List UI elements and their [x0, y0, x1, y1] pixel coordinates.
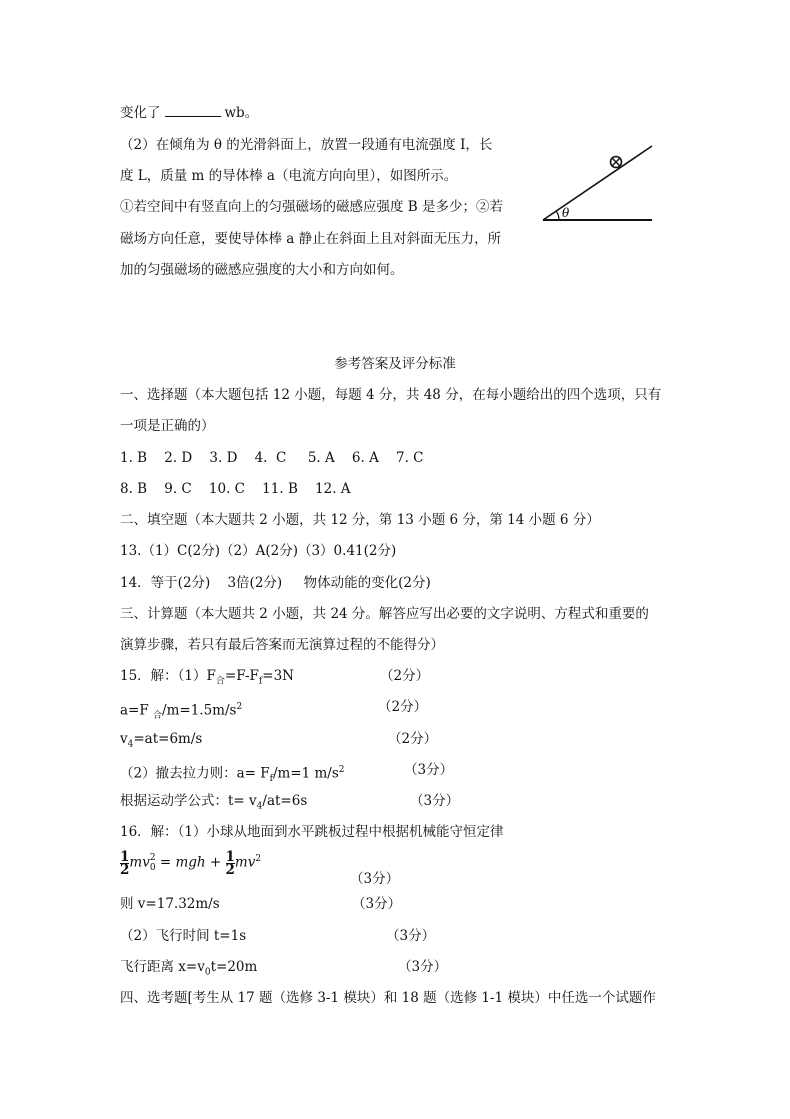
text: a=F	[120, 702, 154, 719]
section4-heading: 四、选考题[考生从 17 题（选修 3-1 模块）和 18 题（选修 1-1 模块）中任选一个试题作	[120, 990, 656, 1006]
q16-line3: 则 v=17.32m/s	[120, 896, 220, 912]
q15-line2-points: （2分）	[378, 699, 428, 715]
superscript: 2	[255, 854, 262, 864]
fraction-half	[120, 848, 130, 878]
section1-heading-cont: 一项是正确的）	[120, 418, 215, 434]
q15-line1	[120, 667, 294, 691]
q2-para-line3: ①若空间中有竖直向上的匀强磁场的磁感应强度 B 是多少；②若	[120, 199, 504, 215]
text: mv	[234, 854, 256, 871]
text: =at=6m/s	[133, 731, 203, 747]
text: 变化了	[120, 105, 161, 121]
subscript: 0	[149, 863, 156, 873]
q15-line3-points: （2分）	[388, 731, 438, 747]
answer-blank	[165, 104, 221, 117]
text: 根据运动学公式：t= v	[120, 793, 257, 809]
text: mv	[129, 854, 150, 871]
mc-answers-row2: 8. B 9. C 10. C 11. B 12. A	[120, 481, 351, 497]
answers-title: 参考答案及评分标准	[334, 356, 456, 372]
text: =3N	[262, 668, 294, 684]
superscript: 2	[236, 702, 243, 712]
q15-line3	[120, 730, 202, 754]
section1-heading: 一、选择题（本大题包括 12 小题，每题 4 分，共 48 分，在每小题给出的四个选项，只有	[120, 387, 662, 403]
section2-heading: 二、填空题（本大题共 2 小题，共 12 分，第 13 小题 6 分，第 14 小题 6 分）	[120, 512, 600, 528]
q16-line3-points: （3分）	[352, 896, 402, 912]
q15-line5	[120, 792, 307, 816]
numerator: 1	[225, 848, 235, 865]
subscript: f	[258, 676, 263, 687]
subscript: f	[269, 774, 273, 785]
numerator: 1	[120, 848, 130, 865]
answer-13: 13.（1）C(2分)（2）A(2分)（3）0.41(2分)	[120, 543, 397, 559]
text: wb。	[224, 105, 259, 121]
q2-para-line5: 加的匀强磁场的磁感应强度的大小和方向如何。	[120, 262, 404, 278]
q16-line4: （2）飞行时间 t=1s	[120, 928, 247, 944]
section3-heading-cont: 演算步骤，若只有最后答案而无演算过程的不能得分）	[120, 637, 444, 653]
text: v	[120, 731, 128, 747]
text: （2）撤去拉力则：a= F	[120, 765, 270, 782]
q2-para-line1: （2）在倾角为 θ 的光滑斜面上，放置一段通有电流强度 I，长	[120, 137, 493, 153]
q16-line4-points: （3分）	[386, 928, 436, 944]
q15-line4	[120, 761, 345, 788]
text: /m=1.5m/s	[162, 702, 237, 719]
subscript: 合	[215, 676, 225, 687]
text: 飞行距离 x=v	[120, 959, 205, 975]
angle-arc	[556, 211, 559, 220]
text: 15．解：（1）F	[120, 668, 216, 684]
q15-line4-points: （3分）	[404, 762, 454, 778]
q15-line2	[120, 698, 242, 725]
q2-para-line4: 磁场方向任意，要使导体棒 a 静止在斜面上且对斜面无压力，所	[120, 231, 502, 247]
q2-line0	[120, 104, 258, 122]
mc-answers-row1: 1. B 2. D 3. D 4. C 5. A 6. A 7. C	[120, 450, 424, 466]
q16-line5	[120, 958, 257, 982]
q2-para-line2: 度 L，质量 m 的导体棒 a（电流方向向里），如图所示。	[120, 168, 458, 184]
fraction-half	[225, 848, 235, 878]
superscript: 2	[149, 853, 156, 863]
q15-line5-points: （3分）	[410, 793, 460, 809]
subscript: 4	[256, 801, 263, 812]
superscript: 2	[338, 765, 345, 775]
section3-heading: 三、计算题（本大题共 2 小题，共 24 分。解答应写出必要的文字说明、方程式和重要的	[120, 606, 649, 622]
text: =F-F	[224, 668, 259, 684]
q16-equation-points: （3分）	[350, 871, 400, 887]
q16-line5-points: （3分）	[398, 959, 448, 975]
text: = mgh +	[155, 854, 226, 871]
incline-figure	[535, 138, 665, 230]
q16-line1: 16．解：（1）小球从地面到水平跳板过程中根据机械能守恒定律	[120, 824, 504, 840]
denominator: 2	[225, 861, 235, 878]
text: t=20m	[210, 959, 258, 975]
subscript: 4	[127, 739, 134, 750]
subscript: 0	[204, 967, 211, 978]
denominator: 2	[120, 861, 130, 878]
text: /m=1 m/s	[272, 765, 339, 782]
q15-line1-points: （2分）	[380, 668, 430, 684]
subscript: 合	[153, 711, 163, 722]
text: /at=6s	[262, 793, 308, 809]
angle-label: θ	[562, 206, 570, 220]
incline-line	[543, 146, 652, 220]
q16-equation	[120, 848, 261, 876]
answer-14: 14．等于(2分) 3倍(2分) 物体动能的变化(2分)	[120, 575, 431, 591]
